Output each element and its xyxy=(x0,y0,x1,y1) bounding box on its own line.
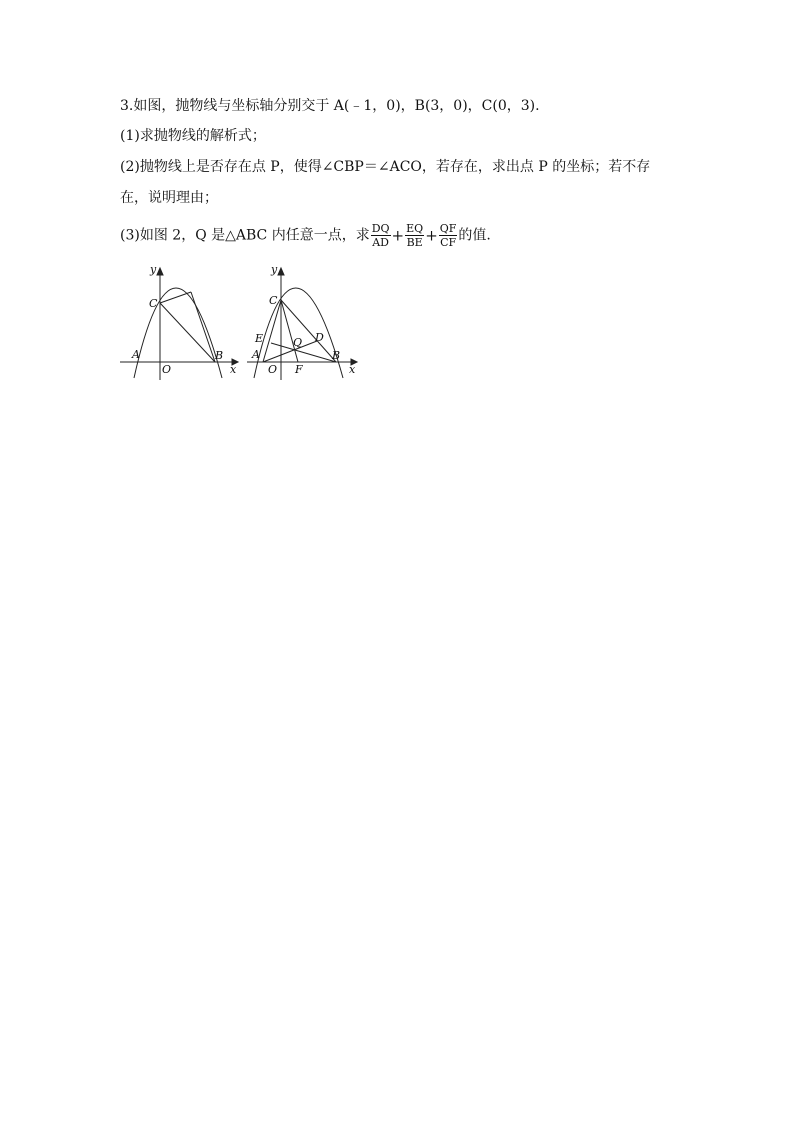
y-axis-arrow xyxy=(278,268,284,275)
segment-ac xyxy=(263,300,281,362)
origin-label: O xyxy=(162,363,172,376)
fraction-numerator: EQ xyxy=(406,222,424,235)
origin-label: O xyxy=(268,363,278,376)
part-1-text: (1)求抛物线的解析式； xyxy=(120,128,266,144)
figure-2 xyxy=(245,262,360,382)
plus-sign: + xyxy=(391,226,405,245)
point-e-label: E xyxy=(255,332,264,345)
point-d-label: D xyxy=(315,331,324,344)
y-axis-label: y xyxy=(271,263,278,276)
point-c-label: C xyxy=(149,297,158,310)
fraction-eq-be xyxy=(405,222,424,249)
point-b-label: B xyxy=(332,349,341,362)
part-3-suffix: 的值. xyxy=(458,227,491,244)
part-3-prefix: (3)如图 2，Q 是△ABC 内任意一点，求 xyxy=(120,227,370,244)
segment-pb xyxy=(191,292,215,362)
figure-1 xyxy=(118,262,244,382)
point-a-label: A xyxy=(252,348,260,361)
y-axis-arrow xyxy=(157,268,163,275)
x-axis-label: x xyxy=(230,363,237,376)
fraction-qf-cf xyxy=(439,222,458,249)
segment-cb xyxy=(160,303,215,362)
problem-title: 3.如图，抛物线与坐标轴分别交于 A(﹣1，0)，B(3，0)，C(0，3). xyxy=(120,98,540,114)
fraction-numerator: DQ xyxy=(371,222,390,235)
point-f-label: F xyxy=(295,363,303,376)
point-c-label: C xyxy=(269,294,278,307)
plus-sign: + xyxy=(425,226,438,245)
fraction-dq-ad xyxy=(371,222,391,249)
fraction-denominator: AD xyxy=(372,236,389,249)
point-a-label: A xyxy=(132,348,140,361)
fraction-numerator: QF xyxy=(439,222,457,235)
segment-ad xyxy=(263,341,317,362)
point-b-label: B xyxy=(215,349,224,362)
y-axis-label: y xyxy=(150,263,157,276)
point-q-label: Q xyxy=(293,336,303,349)
part-2-text-line2: 在，说明理由； xyxy=(120,190,218,206)
fraction-denominator: CF xyxy=(440,236,457,249)
part-3-text xyxy=(120,222,491,249)
fraction-denominator: BE xyxy=(406,236,423,249)
part-2-text-line1: (2)抛物线上是否存在点 P，使得∠CBP＝∠ACO，若存在，求出点 P 的坐标；若不存 xyxy=(120,159,651,175)
parabola xyxy=(134,288,222,378)
x-axis-label: x xyxy=(349,363,356,376)
